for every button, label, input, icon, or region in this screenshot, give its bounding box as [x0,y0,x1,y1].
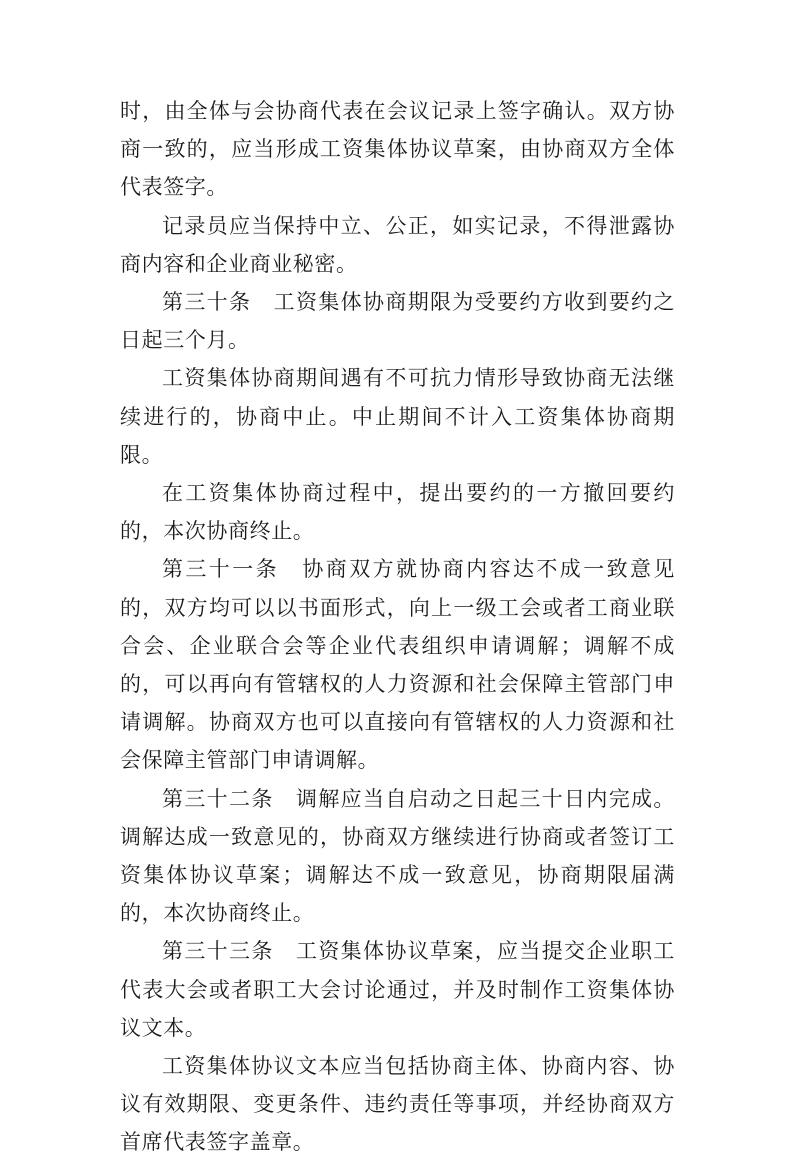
paragraph-agreement-text: 工资集体协议文本应当包括协商主体、协商内容、协议有效期限、变更条件、违约责任等事项，并经协商双方首席代表签字盖章。 [120,1054,675,1155]
paragraph-article-32: 第三十二条 调解应当自启动之日起三十日内完成。调解达成一致意见的，协商双方继续进行协商或者签订工资集体协议草案；调解达不成一致意见，协商期限届满的，本次协商终止。 [120,786,675,926]
paragraph-article-30: 第三十条 工资集体协商期限为受要约方收到要约之日起三个月。 [120,290,675,353]
paragraph-article-31: 第三十一条 协商双方就协商内容达不成一致意见的，双方均可以以书面形式，向上一级工会或者工商业联合会、企业联合会等企业代表组织申请调解；调解不成的，可以再向有管辖权的人力资源和社会保障主管部门申请调解。协商双方也可以直接向有管辖权的人力资源和社会保障主管部门申请调解。 [120,557,675,773]
paragraph-article-33: 第三十三条 工资集体协议草案，应当提交企业职工代表大会或者职工大会讨论通过，并及时制作工资集体协议文本。 [120,939,675,1040]
paragraph-suspension: 工资集体协商期间遇有不可抗力情形导致协商无法继续进行的，协商中止。中止期间不计入工资集体协商期限。 [120,366,675,467]
paragraph-continuation: 时，由全体与会协商代表在会议记录上签字确认。双方协商一致的，应当形成工资集体协议草案，由协商双方全体代表签字。 [120,99,675,200]
paragraph-recorder: 记录员应当保持中立、公正，如实记录，不得泄露协商内容和企业商业秘密。 [120,213,675,276]
document-body [120,92,675,1162]
paragraph-termination: 在工资集体协商过程中，提出要约的一方撤回要约的，本次协商终止。 [120,481,675,544]
